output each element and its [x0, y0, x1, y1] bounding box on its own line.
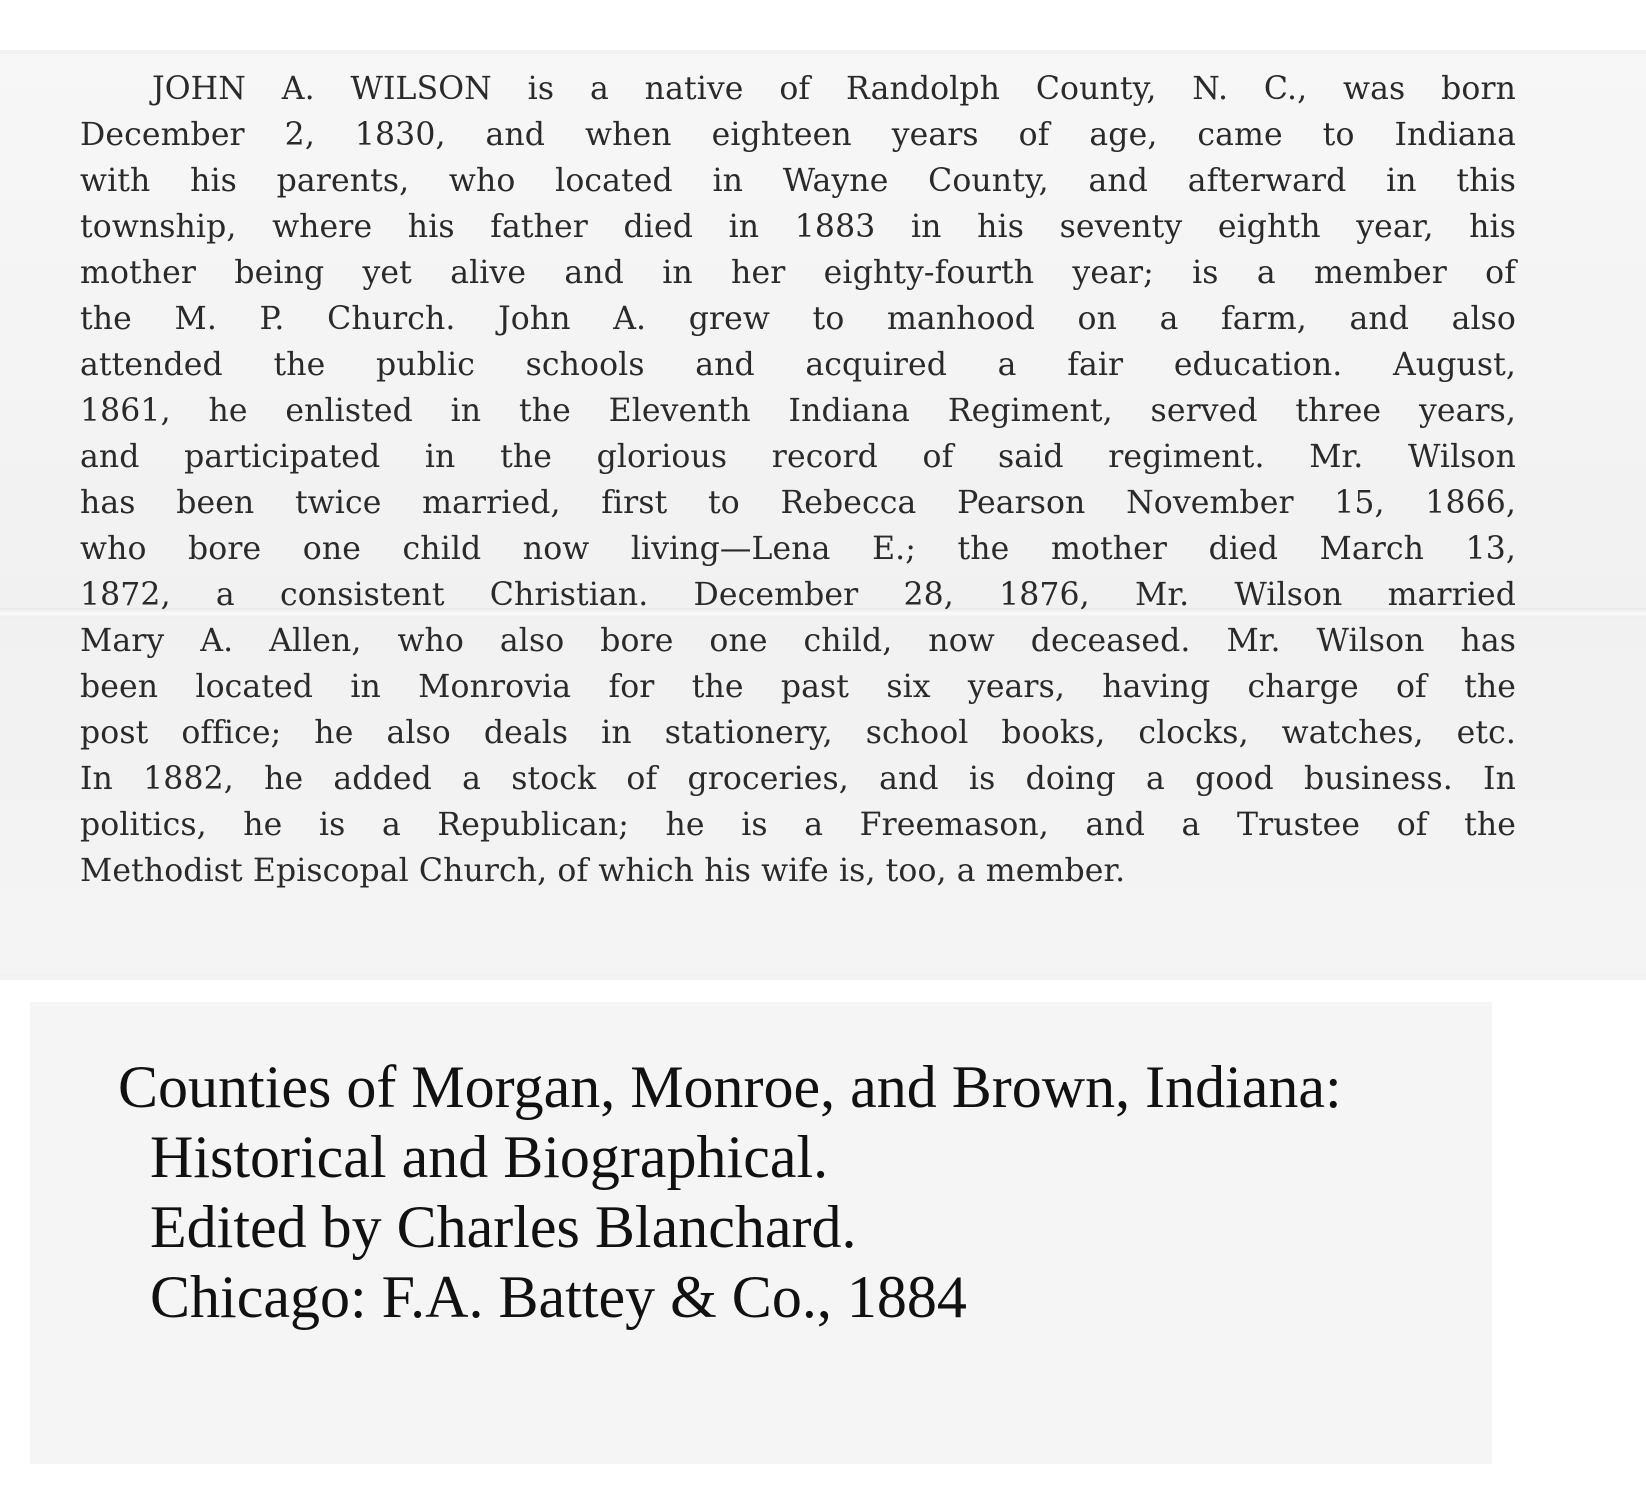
biography-line: In 1882, he added a stock of groceries, and is doing a good business. In — [80, 761, 1516, 797]
biography-line: with his parents, who located in Wayne County, and afterward in this — [80, 163, 1516, 199]
biography-line: township, where his father died in 1883 in his seventy eighth year, his — [80, 209, 1516, 245]
biography-line: who bore one child now living—Lena E.; the mother died March 13, — [80, 531, 1516, 567]
biography-line: and participated in the glorious record of said regiment. Mr. Wilson — [80, 439, 1516, 475]
biography-clipping — [80, 66, 1516, 894]
citation-title: Counties of Morgan, Monroe, and Brown, Indiana: — [118, 1054, 1342, 1120]
citation-publisher: Chicago: F.A. Battey & Co., 1884 — [150, 1264, 967, 1330]
citation-editor: Edited by Charles Blanchard. — [150, 1194, 857, 1260]
biography-line: mother being yet alive and in her eighty-fourth year; is a member of — [80, 255, 1516, 291]
biography-line: Mary A. Allen, who also bore one child, now deceased. Mr. Wilson has — [80, 623, 1516, 659]
biography-line: December 2, 1830, and when eighteen years of age, came to Indiana — [80, 117, 1516, 153]
biography-line: Methodist Episcopal Church, of which his wife is, too, a member. — [80, 853, 1126, 889]
biography-line: 1861, he enlisted in the Eleventh Indiana Regiment, served three years, — [80, 393, 1516, 429]
source-citation — [118, 1052, 1342, 1332]
biography-line: been located in Monrovia for the past six years, having charge of the — [80, 669, 1516, 705]
biography-line: JOHN A. WILSON is a native of Randolph County, N. C., was born — [152, 71, 1516, 107]
biography-line: post office; he also deals in stationery, school books, clocks, watches, etc. — [80, 715, 1516, 751]
biography-line: attended the public schools and acquired a fair education. August, — [80, 347, 1516, 383]
biography-line: 1872, a consistent Christian. December 28, 1876, Mr. Wilson married — [80, 577, 1516, 613]
citation-subtitle: Historical and Biographical. — [150, 1124, 829, 1190]
biography-line: politics, he is a Republican; he is a Freemason, and a Trustee of the — [80, 807, 1516, 843]
biography-line: the M. P. Church. John A. grew to manhood on a farm, and also — [80, 301, 1516, 337]
biography-line: has been twice married, first to Rebecca Pearson November 15, 1866, — [80, 485, 1516, 521]
